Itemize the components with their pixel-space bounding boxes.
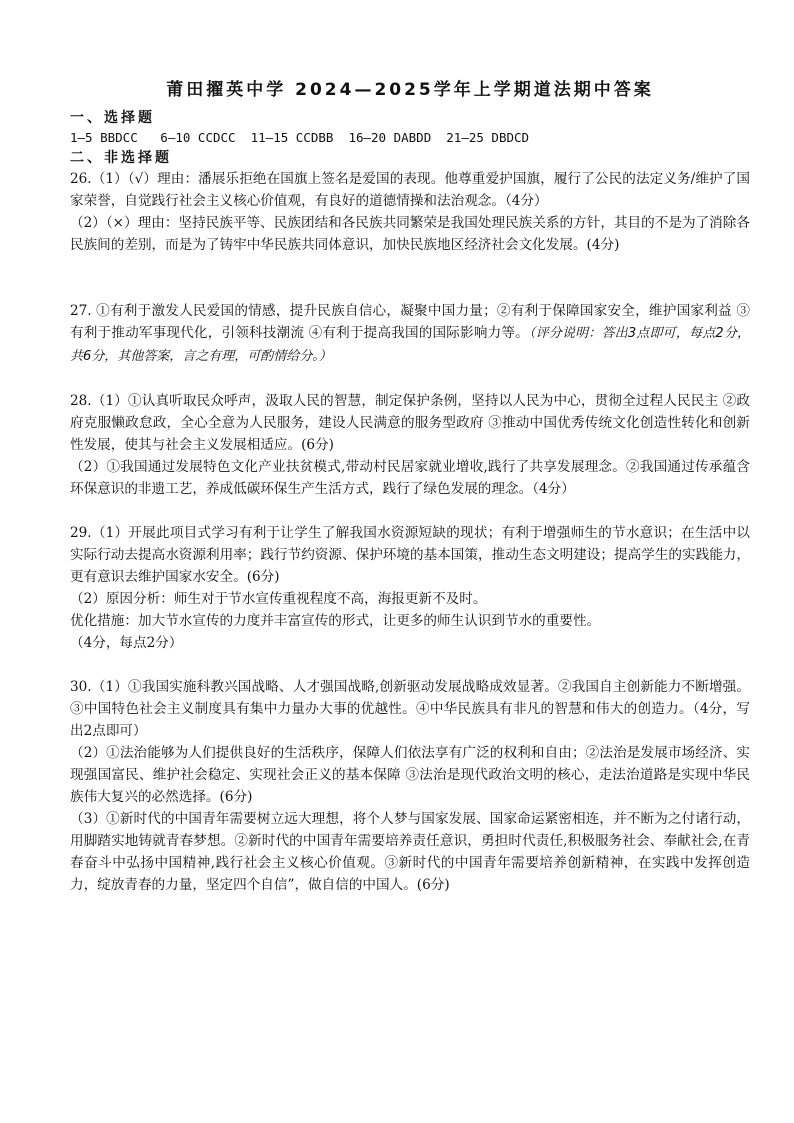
q30-part3: （3）①新时代的中国青年需要树立远大理想，将个人梦与国家发展、国家命运紧密相连，并不断为之付诸行动，用脚踏实地铸就青春梦想。②新时代的中国青年需要培养责任意识，勇担时代责任,积极服务社会、奉献社会,在青春奋斗中弘扬中国精神,践行社会主义核心价值观。③新时代的中国青年需要培养创新精神，在实践中发挥创造力，绽放青春的力量，坚定四个自信”，做自信的中国人。(6分) [70, 811, 750, 893]
q28-part2: （2）①我国通过发展特色文化产业扶贫模式,带动村民居家就业增收,践行了共享发展理念。②我国通过传承蕴含环保意识的非遗工艺，养成低碳环保生产生活方式，践行了绿色发展的理念。（4分） [70, 459, 750, 497]
question-27 [70, 300, 750, 368]
q29-part2-score: （4分，每点2分） [70, 635, 183, 651]
q29-part1: 29.（1）开展此项目式学习有利于让学生了解我国水资源短缺的现状；有利于增强师生的节水意识；在生活中以实际行动去提高水资源利用率；践行节约资源、保护环境的基本国策，推动生态文明建设；提高学生的实践能力，更有意识去维护国家水安全。(6分) [70, 525, 750, 585]
q27-answer [70, 300, 750, 368]
question-28 [70, 390, 750, 500]
section-heading-nonchoice: 二、非选择题 [70, 150, 172, 166]
answer-sheet [70, 78, 750, 896]
choice-answers: 1—5 BBDCC 6—10 CCDCC 11—15 CCDBB 16—20 DABDD 21—25 DBDCD [70, 130, 530, 145]
q27-text: 27. ①有利于激发人民爱国的情感，提升民族自信心，凝聚中国力量；②有利于保障国家安全，维护国家利益 ③有利于推动军事现代化，引领科技潮流 ④有利于提高我国的国际影响力等。 [70, 303, 750, 341]
q28-part1: 28.（1）①认真听取民众呼声，汲取人民的智慧，制定保护条例，坚持以人民为中心，贯彻全过程人民民主 ②政府克服懒政怠政，全心全意为人民服务，建设人民满意的服务型政府 ③推动中国优秀传统文化创造性转化和创新性发展，使其与社会主义发展相适应。(6分) [70, 393, 750, 453]
q26-part1: 26.（1）（√）理由：潘展乐拒绝在国旗上签名是爱国的表现。他尊重爱护国旗，履行了公民的法定义务/维护了国家荣誉，自觉践行社会主义核心价值观，有良好的道德情操和法治观念。（4分） [70, 171, 750, 209]
page-title: 莆田擢英中学 2024—2025学年上学期道法期中答案 [166, 80, 654, 100]
question-26 [70, 168, 750, 256]
q26-part2: （2）（×）理由：坚持民族平等、民族团结和各民族共同繁荣是我国处理民族关系的方针，其目的不是为了消除各民族间的差别，而是为了铸牢中华民族共同体意识，加快民族地区经济社会文化发展。(4分) [70, 215, 750, 253]
q30-part2: （2）①法治能够为人们提供良好的生活秩序，保障人们依法享有广泛的权利和自由；②法治是发展市场经济、实现强国富民、维护社会稳定、实现社会正义的基本保障 ③法治是现代政治文明的核心，走法治道路是实现中华民族伟大复兴的必然选择。(6分) [70, 745, 750, 805]
q29-part2: （2）原因分析：师生对于节水宣传重视程度不高，海报更新不及时。 [70, 591, 487, 607]
section-heading-choice: 一、选择题 [70, 110, 155, 126]
q27-scoring-note: （评分说明：答出3点即可，每点2分，共6分，其他答案，言之有理，可酌情给分。） [70, 326, 750, 364]
question-29 [70, 522, 750, 654]
q29-part2-measures: 优化措施：加大节水宣传的力度并丰富宣传的形式，让更多的师生认识到节水的重要性。 [70, 613, 601, 629]
q30-part1: 30.（1）①我国实施科教兴国战略、人才强国战略,创新驱动发展战略成效显著。②我国自主创新能力不断增强。③中国特色社会主义制度具有集中力量办大事的优越性。④中华民族具有非凡的智慧和伟大的创造力。（4分，写出2点即可） [70, 679, 750, 739]
question-30 [70, 676, 750, 896]
